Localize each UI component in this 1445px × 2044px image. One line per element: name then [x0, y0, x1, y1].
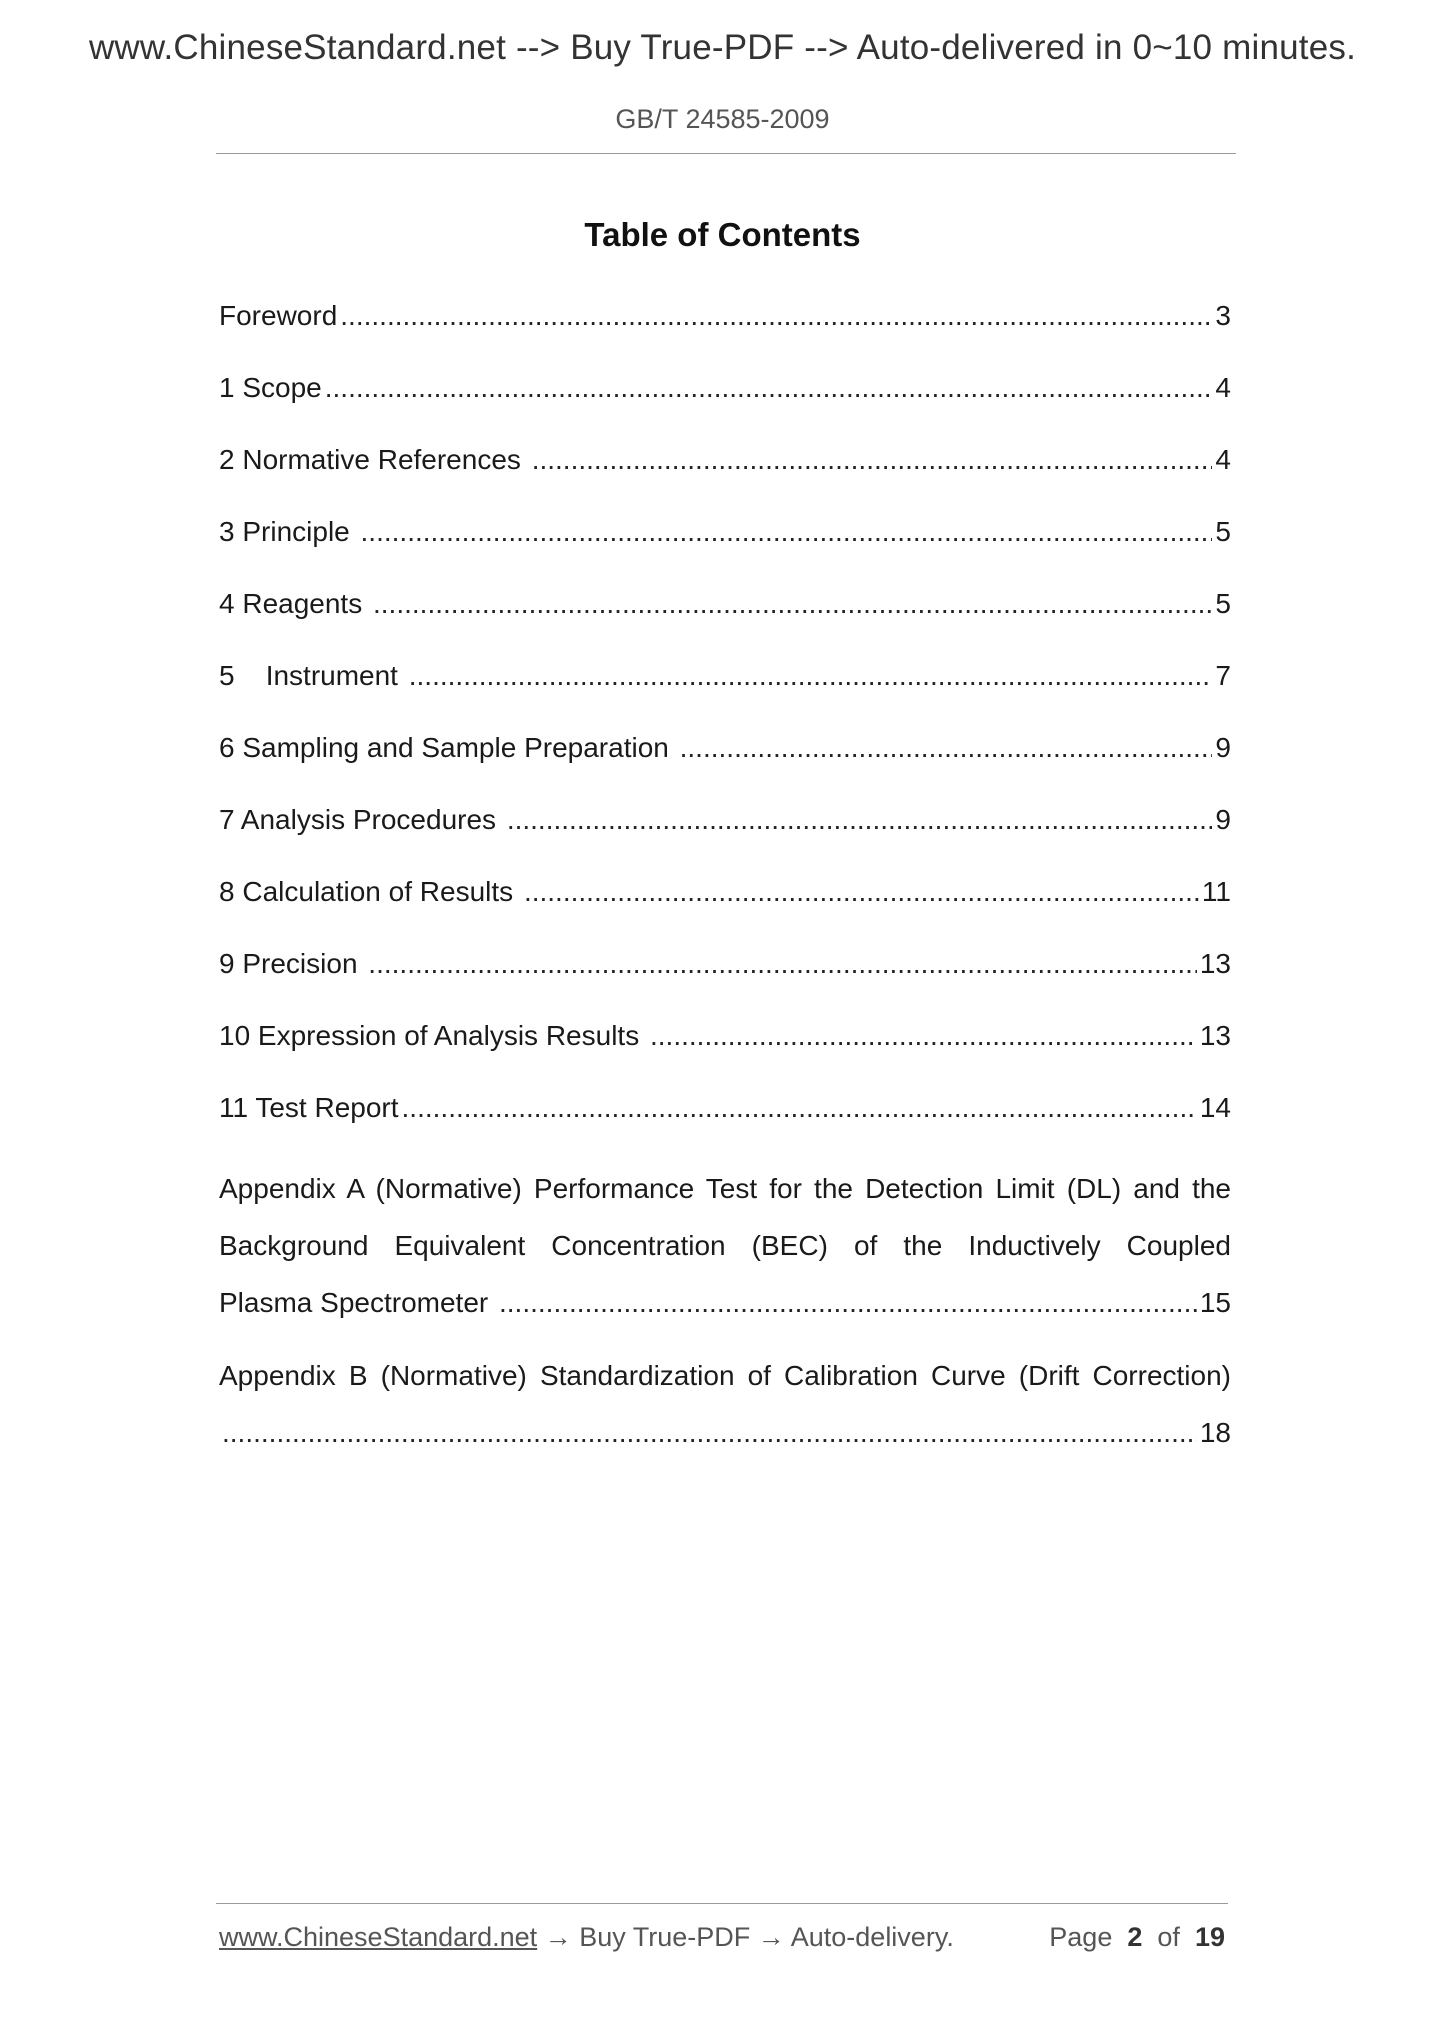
dot-leader — [222, 1404, 1197, 1461]
dot-leader — [499, 1274, 1197, 1331]
site-link[interactable]: www.ChineseStandard.net — [219, 1922, 538, 1952]
toc-entry-label: 6 Sampling and Sample Preparation — [219, 732, 677, 763]
toc-entry-page: 5 — [1215, 516, 1231, 547]
toc-entry-reagents[interactable] — [219, 584, 1231, 656]
toc-entry-page: 14 — [1199, 1092, 1231, 1123]
toc-entry-label-continued: Plasma Spectrometer — [219, 1287, 496, 1318]
toc-title: Table of Contents — [584, 216, 861, 253]
toc-entry-label: 5 Instrument — [219, 660, 406, 691]
toc-entry-label: 2 Normative References — [219, 444, 529, 475]
toc-entry-page: 13 — [1199, 1020, 1231, 1051]
toc-entry-sampling[interactable] — [219, 728, 1231, 800]
header-divider — [216, 153, 1236, 154]
toc-entry-page: 11 — [1201, 876, 1231, 907]
dot-leader — [650, 1016, 1197, 1056]
dot-leader — [680, 728, 1213, 768]
toc-entry-label: 11 Test Report — [219, 1092, 399, 1123]
toc-entry-page: 9 — [1215, 804, 1231, 835]
dot-leader — [524, 872, 1199, 912]
toc-entry-page: 13 — [1199, 948, 1231, 979]
toc-entry-foreword[interactable] — [219, 296, 1231, 368]
toc-entry-label: Appendix B (Normative) Standardization of Calibration Curve (Drift Correction) — [219, 1360, 1231, 1391]
document-code: GB/T 24585-2009 — [615, 104, 830, 134]
dot-leader — [361, 512, 1213, 552]
toc-entry-expression[interactable] — [219, 1016, 1231, 1088]
dot-leader — [532, 440, 1213, 480]
toc-entry-test-report[interactable] — [219, 1088, 1231, 1160]
toc-entry-calculation[interactable] — [219, 872, 1231, 944]
dot-leader — [368, 944, 1197, 984]
toc-entry-precision[interactable] — [219, 944, 1231, 1016]
toc-entry-page: 7 — [1215, 660, 1231, 691]
toc-entry-page: 15 — [1199, 1287, 1231, 1318]
dot-leader — [373, 584, 1212, 624]
dot-leader — [325, 368, 1213, 408]
toc-entry-page: 4 — [1215, 372, 1231, 403]
page-word: Page — [1049, 1922, 1113, 1952]
toc-entry-scope[interactable] — [219, 368, 1231, 440]
toc-entry-label: 3 Principle — [219, 516, 358, 547]
toc-entry-page: 4 — [1215, 444, 1231, 475]
dot-leader — [402, 1088, 1197, 1128]
toc-entry-label: Foreword — [219, 300, 338, 331]
page-current: 2 — [1127, 1922, 1143, 1952]
page-indicator — [1049, 1922, 1225, 1953]
toc-entry-page: 3 — [1215, 300, 1231, 331]
toc-entry-page: 9 — [1215, 732, 1231, 763]
toc-entry-label: 7 Analysis Procedures — [219, 804, 504, 835]
dot-leader — [507, 800, 1213, 840]
footer-tagline: → Buy True-PDF → Auto-delivery. — [537, 1922, 954, 1952]
page-footer — [219, 1922, 1231, 1953]
toc-entry-label: 9 Precision — [219, 948, 366, 979]
toc-entry-appendix-b[interactable] — [219, 1347, 1231, 1461]
toc-entry-normative-references[interactable] — [219, 440, 1231, 512]
toc-entry-appendix-a[interactable] — [219, 1160, 1231, 1331]
of-word: of — [1157, 1922, 1180, 1952]
toc-entry-analysis-procedures[interactable] — [219, 800, 1231, 872]
toc-entry-label: 10 Expression of Analysis Results — [219, 1020, 647, 1051]
top-banner: www.ChineseStandard.net --> Buy True-PDF --> Auto-delivered in 0~10 minutes. — [88, 28, 1357, 67]
toc-entry-label: 4 Reagents — [219, 588, 370, 619]
dot-leader — [409, 656, 1213, 696]
toc-entry-principle[interactable] — [219, 512, 1231, 584]
toc-entry-page: 18 — [1199, 1417, 1231, 1448]
table-of-contents — [219, 296, 1231, 1477]
toc-entry-page: 5 — [1215, 588, 1231, 619]
dot-leader — [340, 296, 1212, 336]
toc-entry-label: Appendix A (Normative) Performance Test for the Detection Limit (DL) and the Background Equivalent Concentration (BEC) of the Inductively Coupled — [219, 1173, 1231, 1261]
page-total: 19 — [1194, 1922, 1225, 1952]
toc-entry-label: 1 Scope — [219, 372, 322, 403]
footer-divider — [216, 1903, 1228, 1904]
toc-entry-label: 8 Calculation of Results — [219, 876, 521, 907]
toc-entry-instrument[interactable] — [219, 656, 1231, 728]
